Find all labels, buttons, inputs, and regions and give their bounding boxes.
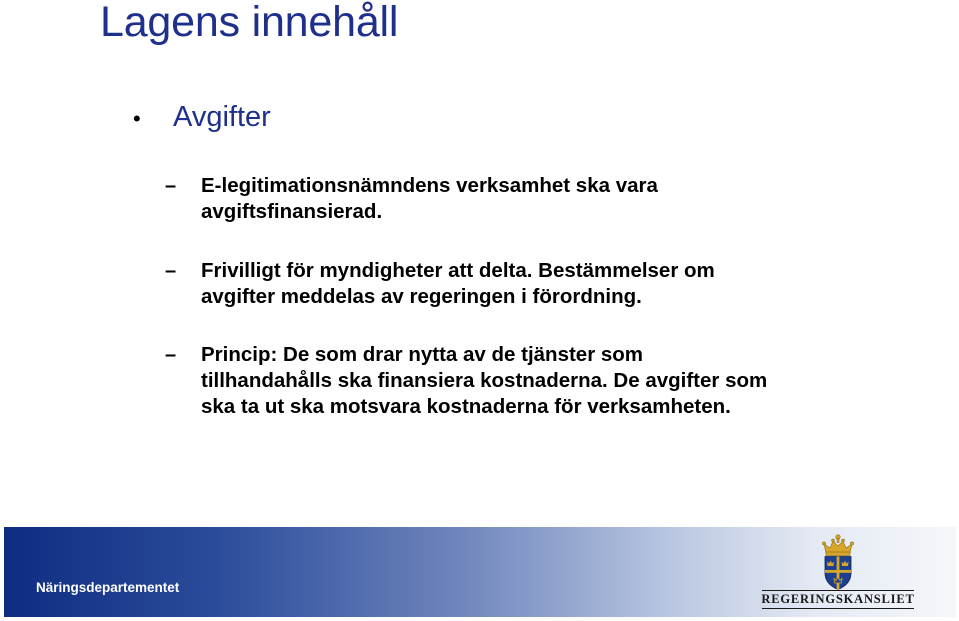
logo-wordmark: REGERINGSKANSLIET [761, 592, 915, 606]
dash-marker: – [165, 175, 177, 197]
sub-bullet-text: Princip: De som drar nytta av de tjänster som tillhandahålls ska finansiera kostnaderna. De avgifter som ska ta ut ska motsvara kostnaderna för verksamheten. [201, 343, 768, 418]
sub-bullet-1 [165, 173, 658, 225]
bullet-dot: • [133, 106, 141, 131]
sub-bullet-text: E-legitimationsnämndens verksamhet ska vara avgiftsfinansierad. [201, 174, 658, 223]
regeringskansliet-logo [758, 533, 918, 613]
bullet-item-avgifter [133, 100, 271, 135]
bullet-text: Avgifter [173, 101, 271, 133]
footer-band [4, 527, 956, 617]
sub-bullet-2 [165, 258, 715, 310]
logo-rule-bottom [762, 608, 914, 609]
slide-title: Lagens innehåll [100, 0, 399, 46]
crown-shield-icon [820, 533, 856, 591]
sub-bullet-text: Frivilligt för myndigheter att delta. Bestämmelser om avgifter meddelas av regeringen i förordning. [201, 259, 715, 308]
sub-bullet-3 [165, 342, 767, 420]
dash-marker: – [165, 344, 177, 366]
logo-rule-top [762, 590, 914, 591]
department-label: Näringsdepartementet [36, 580, 180, 595]
dash-marker: – [165, 260, 177, 282]
